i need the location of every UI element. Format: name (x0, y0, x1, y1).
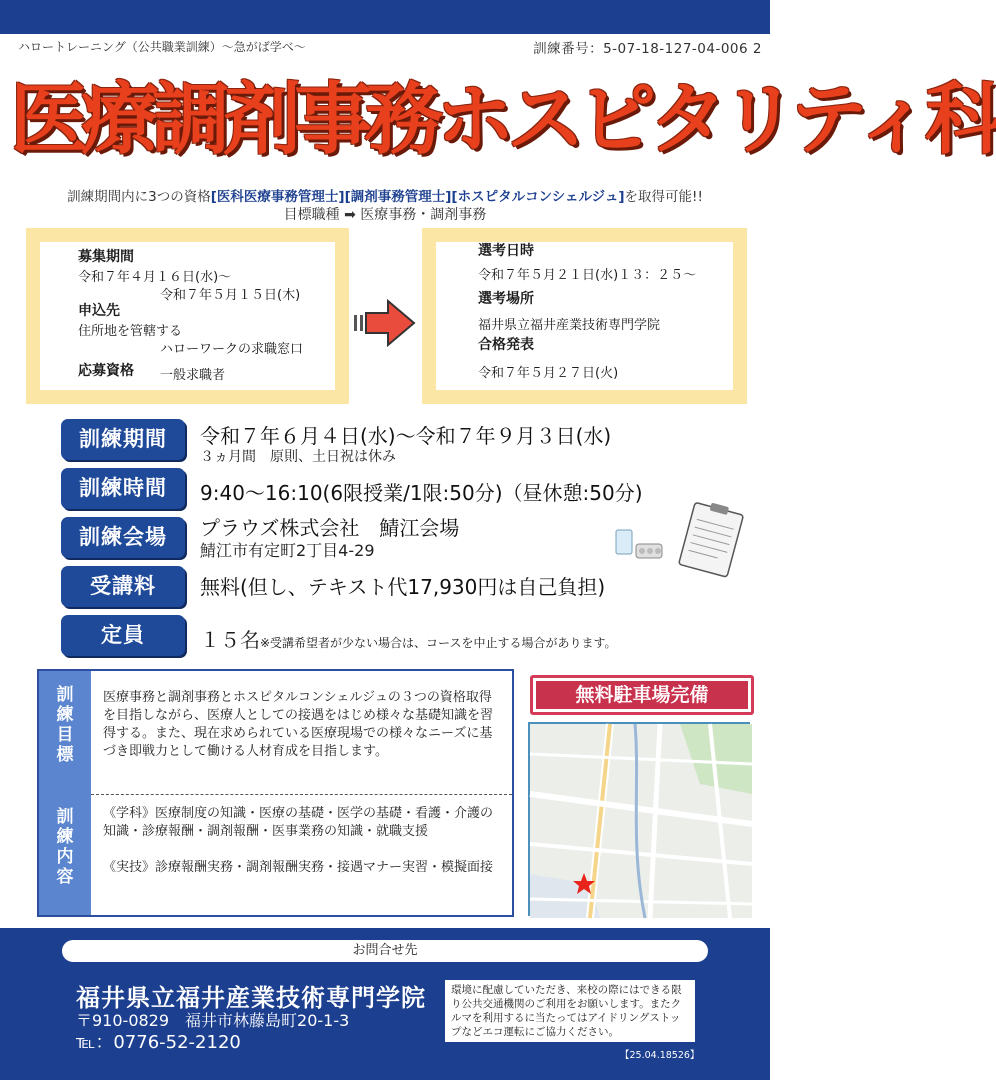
eligibility-value: 一般求職者 (160, 368, 226, 383)
selection-panel (422, 228, 747, 404)
goals-text: 医療事務と調剤事務とホスピタルコンシェルジュの３つの資格取得を目指しながら、医療人としての接遇をはじめ様々な基礎知識を習得する。また、現在求められている医療現場での様々なニーズに基づき即戦力として働ける人材育成を目指します。 (103, 690, 494, 759)
parking-badge (530, 675, 754, 715)
quals-prefix: 訓練期間内に3つの資格 (67, 189, 211, 205)
label-capacity: 定員 (61, 615, 185, 656)
result-value: 令和７年５月２７日(火) (478, 366, 619, 381)
recruit-period-end: 令和７年５月１５日(木) (160, 288, 301, 303)
qual-dispensing: [調剤事務管理士] (344, 189, 452, 205)
selection-place-value: 福井県立福井産業技術専門学院 (478, 318, 661, 333)
label-venue: 訓練会場 (61, 517, 185, 558)
training-period-note: ３ヵ月間 原則、土日祝は休み (200, 449, 396, 465)
page-title: 医療調剤事務ホスピタリティ科 (10, 75, 996, 165)
clipboard-icon (672, 500, 752, 580)
medicine-icon (612, 520, 664, 568)
goals-label: 訓 練 目 標 (39, 671, 91, 797)
venue-value: プラウズ株式会社 鯖江会場 (200, 516, 460, 540)
recruit-period-start: 令和７年４月１６日(水)～ (78, 270, 232, 285)
qual-medical: [医科医療事務管理士] (210, 189, 345, 205)
school-name: 福井県立福井産業技術専門学院 (76, 984, 426, 1012)
subtitle: ハロートレーニング（公共職業訓練）～急がば学べ～ (18, 40, 306, 54)
parking-text: 無料駐車場完備 (536, 681, 748, 709)
fee-value: 無料(但し、テキスト代17,930円は自己負担) (200, 575, 606, 599)
selection-place-heading: 選考場所 (478, 291, 534, 307)
qualifications-line (0, 185, 770, 205)
top-bar (0, 0, 770, 34)
location-star-icon (572, 872, 596, 896)
capacity-line (200, 624, 617, 653)
venue-address: 鯖江市有定町2丁目4-29 (200, 541, 375, 560)
selection-date-value: 令和７年５月２１日(水)１３：２５～ (478, 268, 697, 283)
apply-line-1: 住所地を管轄する (78, 324, 183, 339)
recruit-period-heading: 募集期間 (78, 249, 134, 265)
label-training-period: 訓練期間 (61, 419, 185, 460)
eligibility-heading: 応募資格 (78, 363, 134, 379)
content-academic: 《学科》医療制度の知識・医療の基礎・医学の基礎・看護・介護の知識・診療報酬・調剤報酬・医事業務の知識・就職支援 (103, 806, 494, 839)
map-drawing (530, 724, 752, 918)
quals-suffix: を取得可能!! (624, 189, 703, 205)
apply-heading: 申込先 (78, 303, 120, 319)
eco-notice: 環境に配慮していただき、来校の際にはできる限り公共交通機関のご利用をお願いします。またクルマを利用するに当たってはアイドリングストップなどエコ運転にご協力ください。 (445, 980, 695, 1042)
capacity-value: １５名 (200, 628, 260, 652)
result-heading: 合格発表 (478, 337, 534, 353)
school-tel: ℡：0776-52-2120 (76, 1032, 241, 1053)
contact-title: お問合せ先 (62, 940, 708, 962)
target-job: 目標職種 ➡ 医療事務・調剤事務 (283, 207, 487, 223)
label-training-time: 訓練時間 (61, 468, 185, 509)
divider (91, 794, 512, 795)
training-period-value: 令和７年６月４日(水)～令和７年９月３日(水) (200, 424, 612, 448)
document-code: 【25.04.18526】 (620, 1050, 700, 1061)
apply-line-2: ハローワークの求職窓口 (160, 342, 304, 357)
training-number: 訓練番号：5-07-18-127-04-006 2 (533, 41, 762, 57)
qual-concierge: [ホスピタルコンシェルジュ] (451, 189, 625, 205)
recruit-panel (26, 228, 349, 404)
arrow-right-icon (354, 298, 416, 348)
selection-date-heading: 選考日時 (478, 243, 534, 259)
label-fee: 受講料 (61, 566, 185, 607)
venue-map (528, 722, 750, 916)
capacity-note: ※受講希望者が少ない場合は、コースを中止する場合があります。 (260, 636, 617, 650)
school-address: 〒910-0829 福井市林藤島町20-1-3 (76, 1011, 350, 1030)
training-info-box (37, 669, 514, 917)
content-label: 訓 練 内 容 (39, 797, 91, 915)
training-time-value: 9:40～16:10(6限授業/1限:50分)（昼休憩:50分) (200, 481, 643, 505)
content-practical: 《実技》診療報酬実務・調剤報酬実務・接遇マナー実習・模擬面接 (103, 860, 494, 875)
